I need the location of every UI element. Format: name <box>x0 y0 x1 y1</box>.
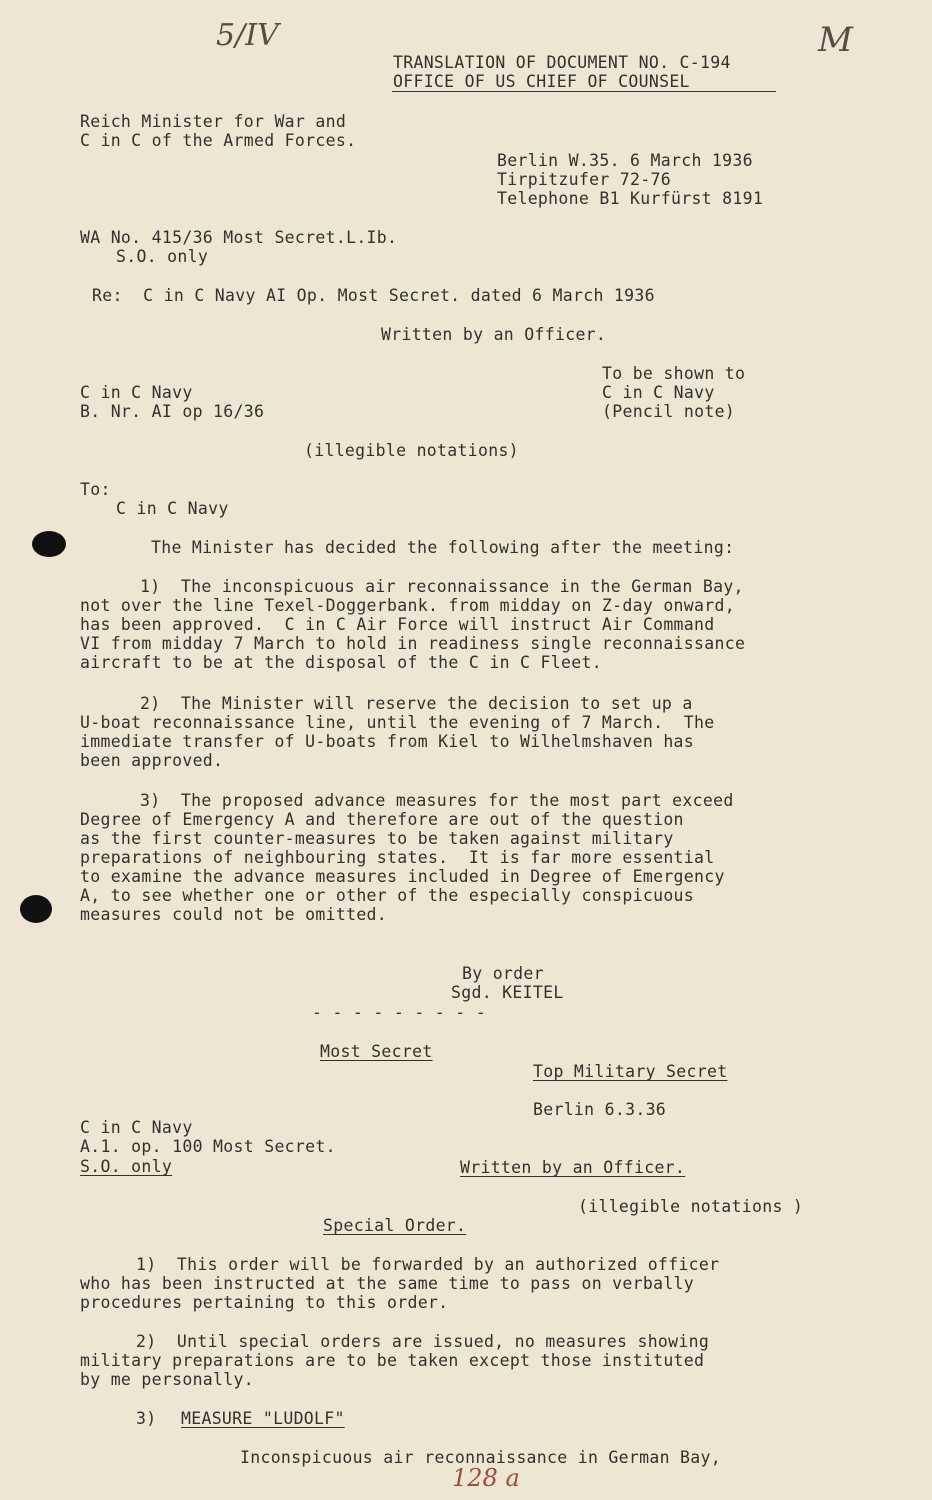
written-by-officer: Written by an Officer. <box>381 325 607 344</box>
para1-line: has been approved. C in C Air Force will instruct Air Command <box>80 615 715 634</box>
navy-line-2: B. Nr. AI op 16/36 <box>80 402 265 421</box>
so-para1-line: who has been instructed at the same time to pass on verbally <box>80 1274 695 1293</box>
para1-line: aircraft to be at the disposal of the C in C Fleet. <box>80 653 602 672</box>
so-para1-line: 1) This order will be forwarded by an authorized officer <box>136 1255 720 1274</box>
so-para2-line: 2) Until special orders are issued, no measures showing <box>136 1332 710 1351</box>
header-title: TRANSLATION OF DOCUMENT NO. C-194 <box>393 53 731 72</box>
shown-to-line-3: (Pencil note) <box>602 402 736 421</box>
address-line-1: Berlin W.35. 6 March 1936 <box>497 151 753 170</box>
re-line: Re: C in C Navy AI Op. Most Secret. dated 6 March 1936 <box>92 286 655 305</box>
para3-line: preparations of neighbouring states. It is far more essential <box>80 848 715 867</box>
handwritten-initial-mark: M <box>818 20 853 60</box>
address-line-2: Tirpitzufer 72-76 <box>497 170 671 189</box>
last-line: Inconspicuous air reconnaissance in German Bay, <box>240 1448 721 1467</box>
para2-line: immediate transfer of U-boats from Kiel to Wilhelmshaven has <box>80 732 695 751</box>
para3-line: 3) The proposed advance measures for the most part exceed <box>140 791 734 810</box>
navy-line-1: C in C Navy <box>80 383 193 402</box>
second-date: Berlin 6.3.36 <box>533 1100 667 1119</box>
to-recipient: C in C Navy <box>116 499 229 518</box>
sender-line-2: C in C of the Armed Forces. <box>80 131 357 150</box>
navy2-line-2: A.1. op. 100 Most Secret. <box>80 1137 336 1156</box>
top-military-secret-label: Top Military Secret <box>533 1062 728 1081</box>
intro-text: The Minister has decided the following after the meeting: <box>151 538 735 557</box>
para3-line: A, to see whether one or other of the especially conspicuous <box>80 886 695 905</box>
sender-line-1: Reich Minister for War and <box>80 112 347 131</box>
signature-name: Sgd. KEITEL <box>451 983 564 1002</box>
so-para2-line: by me personally. <box>80 1370 254 1389</box>
to-label: To: <box>80 480 111 499</box>
para3-line: Degree of Emergency A and therefore are out of the question <box>80 810 684 829</box>
special-order-title: Special Order. <box>323 1216 467 1235</box>
address-line-3: Telephone B1 Kurfürst 8191 <box>497 189 764 208</box>
reference-number: WA No. 415/36 Most Secret.L.Ib. <box>80 228 398 247</box>
navy2-line-1: C in C Navy <box>80 1118 193 1137</box>
written-by-officer-2: Written by an Officer. <box>460 1158 686 1177</box>
illegible-notations: (illegible notations) <box>304 441 519 460</box>
reference-distribution: S.O. only <box>116 247 209 266</box>
para2-line: U-boat reconnaissance line, until the evening of 7 March. The <box>80 713 715 732</box>
so-para3-number: 3) <box>136 1409 157 1428</box>
signature-by-order: By order <box>462 964 544 983</box>
punch-hole-top <box>32 531 66 557</box>
so-para2-line: military preparations are to be taken except those instituted <box>80 1351 705 1370</box>
handwritten-folio-mark: 5/IV <box>216 18 279 53</box>
shown-to-line-1: To be shown to <box>602 364 746 383</box>
illegible-notations-2: (illegible notations ) <box>578 1197 804 1216</box>
punch-hole-bottom <box>20 895 52 923</box>
para1-line: not over the line Texel-Doggerbank. from midday on Z-day onward, <box>80 596 735 615</box>
so-para1-line: procedures pertaining to this order. <box>80 1293 449 1312</box>
so-para3-title: MEASURE "LUDOLF" <box>181 1409 345 1428</box>
para3-line: to examine the advance measures included in Degree of Emergency <box>80 867 725 886</box>
para1-line: 1) The inconspicuous air reconnaissance in the German Bay, <box>140 577 744 596</box>
para3-line: as the first counter-measures to be taken against military <box>80 829 674 848</box>
header-underline <box>392 91 776 92</box>
para3-line: measures could not be omitted. <box>80 905 388 924</box>
para2-line: been approved. <box>80 751 224 770</box>
para1-line: VI from midday 7 March to hold in readiness single reconnaissance <box>80 634 746 653</box>
navy2-line-3: S.O. only <box>80 1157 173 1176</box>
para2-line: 2) The Minister will reserve the decision to set up a <box>140 694 693 713</box>
handwritten-page-number: 128 a <box>452 1464 520 1492</box>
header-office: OFFICE OF US CHIEF OF COUNSEL <box>393 72 690 91</box>
shown-to-line-2: C in C Navy <box>602 383 715 402</box>
signature-dashes: - - - - - - - - - <box>312 1003 486 1022</box>
most-secret-label: Most Secret <box>320 1042 433 1061</box>
